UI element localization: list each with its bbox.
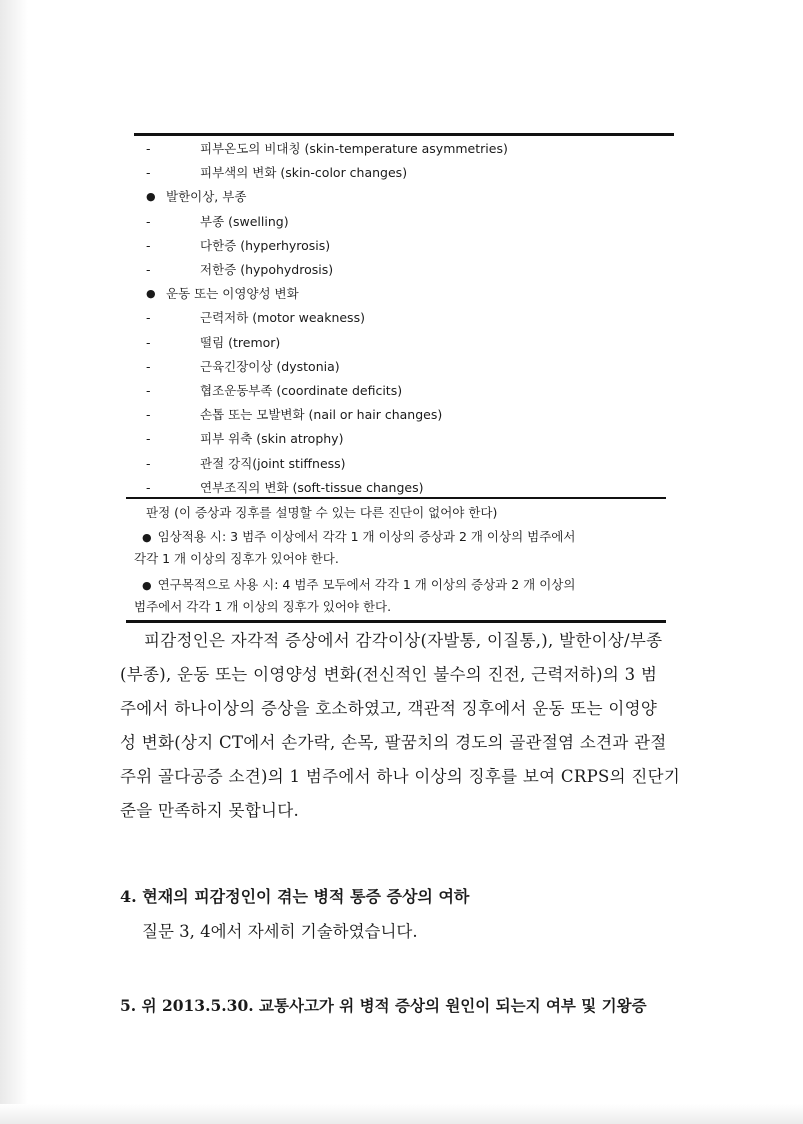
dash-marker: -: [146, 358, 151, 374]
criteria-research-line-2: 범주에서 각각 1 개 이상의 징후가 있어야 한다.: [134, 599, 392, 614]
section-4-answer: 질문 3, 4에서 자세히 기술하였습니다.: [142, 922, 418, 941]
paragraph-line: 준을 만족하지 못합니다.: [120, 801, 300, 820]
bullet-icon: ●: [146, 190, 156, 204]
dash-marker: -: [146, 455, 151, 471]
row-text: 저한증 (hypohydrosis): [200, 262, 334, 277]
paragraph-line: (부종), 운동 또는 이영양성 변화(전신적인 불수의 진전, 근력저하)의 3 범: [120, 665, 658, 684]
paragraph-line: 피감정인은 자각적 증상에서 감각이상(자발통, 이질통,), 발한이상/부종: [144, 631, 663, 650]
bullet-icon: ●: [146, 287, 156, 301]
row-text: 피부온도의 비대칭 (skin-temperature asymmetries): [200, 141, 508, 156]
paragraph-line: 주에서 하나이상의 증상을 호소하였고, 객관적 징후에서 운동 또는 이영양: [120, 699, 658, 718]
criteria-title: 판정 (이 증상과 징후를 설명할 수 있는 다른 진단이 없어야 한다): [146, 505, 498, 520]
dash-marker: -: [146, 165, 151, 181]
dash-marker: -: [146, 407, 151, 423]
row-text: 근력저하 (motor weakness): [200, 310, 365, 326]
row-text: 발한이상, 부종: [166, 189, 247, 205]
criteria-clinical-line-2: 각각 1 개 이상의 징후가 있어야 한다.: [134, 551, 339, 566]
paragraph-line: 성 변화(상지 CT에서 손가락, 손목, 팔꿈치의 경도의 골관절염 소견과 관절: [120, 733, 667, 752]
row-text: 부종 (swelling): [200, 213, 289, 229]
table-top-rule: [134, 133, 674, 136]
dash-marker: -: [146, 237, 151, 253]
table-bottom-rule: [126, 620, 666, 623]
row-text: 다한증 (hyperhyrosis): [200, 237, 331, 253]
row-text: 협조운동부족 (coordinate deficits): [200, 383, 403, 398]
table-middle-rule: [126, 497, 666, 499]
row-text: 관절 강직(joint stiffness): [200, 455, 346, 471]
dash-marker: -: [146, 431, 151, 447]
row-text: 손톱 또는 모발변화 (nail or hair changes): [200, 407, 443, 423]
paragraph-line: 주위 골다공증 소견)의 1 범주에서 하나 이상의 징후를 보여 CRPS의 진단기: [120, 767, 681, 786]
dash-marker: -: [146, 262, 151, 277]
bullet-icon: ●: [142, 531, 152, 544]
row-text: 연부조직의 변화 (soft-tissue changes): [200, 479, 424, 495]
criteria-clinical-line-1: ● 임상적용 시: 3 범주 이상에서 각각 1 개 이상의 증상과 2 개 이상의 범주에서: [142, 529, 576, 544]
section-5-heading: 5. 위 2013.5.30. 교통사고가 위 병적 증상의 원인이 되는지 여부 및 기왕증: [120, 996, 647, 1015]
dash-marker: -: [146, 383, 151, 398]
row-text: 떨림 (tremor): [200, 334, 281, 350]
dash-marker: -: [146, 479, 151, 495]
section-4-heading: 4. 현재의 피감정인이 겪는 병적 통증 증상의 여하: [120, 887, 470, 906]
row-text: 피부색의 변화 (skin-color changes): [200, 165, 408, 181]
dash-marker: -: [146, 213, 151, 229]
row-text: 근육긴장이상 (dystonia): [200, 358, 340, 374]
criteria-research-line-1: ● 연구목적으로 사용 시: 4 범주 모두에서 각각 1 개 이상의 증상과 2 개 이상의: [142, 577, 576, 592]
assessment-paragraph: [120, 624, 700, 828]
row-text: 운동 또는 이영양성 변화: [166, 286, 299, 302]
dash-marker: -: [146, 334, 151, 350]
row-text: 피부 위축 (skin atrophy): [200, 431, 344, 447]
bullet-icon: ●: [142, 579, 152, 592]
dash-marker: -: [146, 310, 151, 326]
dash-marker: -: [146, 141, 151, 156]
